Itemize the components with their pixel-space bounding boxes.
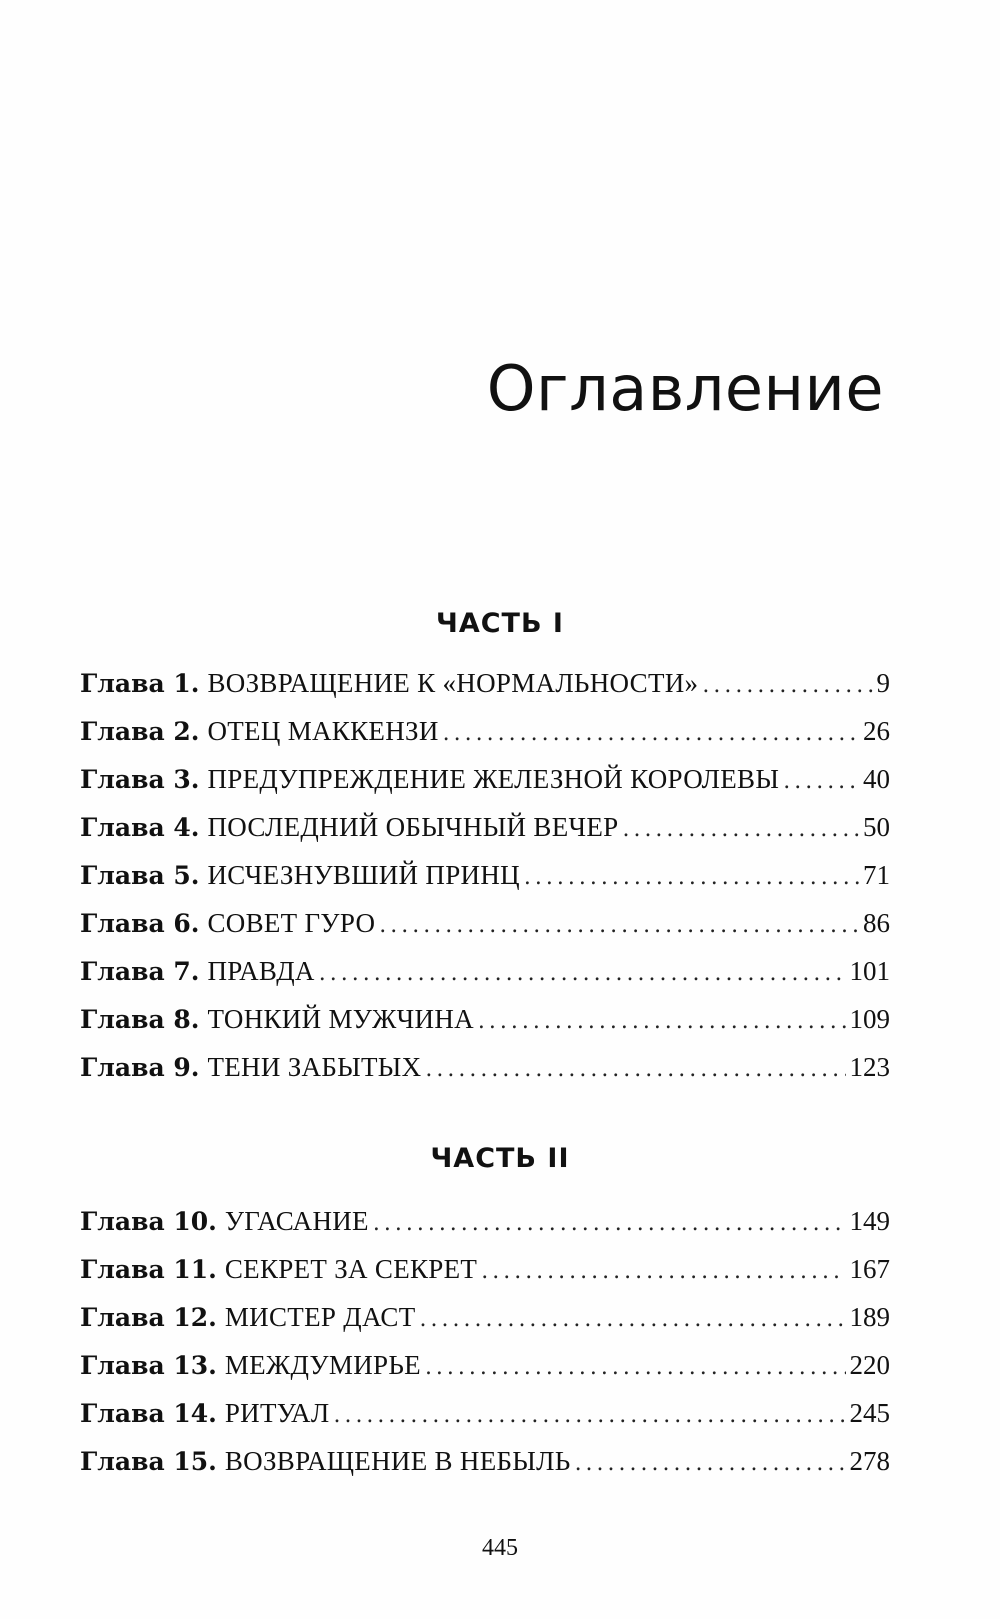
toc-list-part-1 — [80, 668, 890, 1100]
chapter-title: МЕЖДУМИРЬЕ — [224, 1350, 421, 1380]
toc-list-part-2 — [80, 1206, 890, 1494]
toc-entry — [80, 908, 890, 956]
dot-leader — [443, 721, 859, 746]
toc-entry — [80, 764, 890, 812]
chapter-title: ИСЧЕЗНУВШИЙ ПРИНЦ — [207, 860, 520, 890]
chapter-title: РИТУАЛ — [224, 1398, 330, 1428]
dot-leader — [575, 1451, 846, 1476]
chapter-label: Глава 9. — [80, 1053, 200, 1082]
toc-entry — [80, 1052, 890, 1100]
toc-entry — [80, 1206, 890, 1254]
chapter-page-number: 9 — [876, 668, 890, 698]
chapter-label: Глава 5. — [80, 861, 200, 890]
chapter-title: СОВЕТ ГУРО — [207, 908, 376, 938]
dot-leader — [783, 769, 859, 794]
chapter-page-number: 245 — [849, 1398, 890, 1428]
chapter-title: ПОСЛЕДНИЙ ОБЫЧНЫЙ ВЕЧЕР — [207, 812, 619, 842]
chapter-label: Глава 10. — [80, 1207, 217, 1236]
chapter-page-number: 50 — [863, 812, 890, 842]
toc-entry — [80, 1398, 890, 1446]
chapter-page-number: 40 — [863, 764, 890, 794]
chapter-label: Глава 8. — [80, 1005, 200, 1034]
part-1-heading: ЧАСТЬ I — [436, 608, 564, 639]
dot-leader — [622, 817, 859, 842]
toc-entry — [80, 860, 890, 908]
toc-entry — [80, 812, 890, 860]
chapter-title: ТОНКИЙ МУЖЧИНА — [207, 1004, 474, 1034]
chapter-label: Глава 12. — [80, 1303, 217, 1332]
chapter-page-number: 149 — [849, 1206, 890, 1236]
chapter-title: УГАСАНИЕ — [224, 1206, 369, 1236]
chapter-title: СЕКРЕТ ЗА СЕКРЕТ — [224, 1254, 478, 1284]
chapter-title: ВОЗВРАЩЕНИЕ К «НОРМАЛЬНОСТИ» — [207, 668, 699, 698]
chapter-label: Глава 14. — [80, 1399, 217, 1428]
dot-leader — [379, 913, 859, 938]
dot-leader — [319, 961, 846, 986]
chapter-page-number: 123 — [849, 1052, 890, 1082]
chapter-label: Глава 13. — [80, 1351, 217, 1380]
dot-leader — [524, 865, 859, 890]
toc-entry — [80, 668, 890, 716]
chapter-page-number: 220 — [849, 1350, 890, 1380]
chapter-page-number: 71 — [863, 860, 890, 890]
chapter-label: Глава 6. — [80, 909, 200, 938]
chapter-title: ОТЕЦ МАККЕНЗИ — [207, 716, 439, 746]
dot-leader — [702, 673, 872, 698]
chapter-title: ПРАВДА — [207, 956, 315, 986]
chapter-label: Глава 7. — [80, 957, 200, 986]
chapter-page-number: 101 — [849, 956, 890, 986]
dot-leader — [420, 1307, 846, 1332]
dot-leader — [425, 1057, 845, 1082]
chapter-page-number: 189 — [849, 1302, 890, 1332]
toc-entry — [80, 1004, 890, 1052]
toc-entry — [80, 716, 890, 764]
chapter-label: Глава 1. — [80, 669, 200, 698]
toc-entry — [80, 1350, 890, 1398]
chapter-label: Глава 3. — [80, 765, 200, 794]
toc-entry — [80, 1302, 890, 1350]
chapter-page-number: 278 — [849, 1446, 890, 1476]
page-title: Оглавление — [486, 352, 884, 425]
toc-entry — [80, 956, 890, 1004]
chapter-page-number: 26 — [863, 716, 890, 746]
toc-entry — [80, 1254, 890, 1302]
chapter-label: Глава 11. — [80, 1255, 217, 1284]
chapter-title: ТЕНИ ЗАБЫТЫХ — [207, 1052, 422, 1082]
page-number: 445 — [482, 1535, 518, 1561]
chapter-label: Глава 2. — [80, 717, 200, 746]
chapter-page-number: 86 — [863, 908, 890, 938]
chapter-title: ВОЗВРАЩЕНИЕ В НЕБЫЛЬ — [224, 1446, 571, 1476]
dot-leader — [478, 1009, 846, 1034]
chapter-label: Глава 4. — [80, 813, 200, 842]
dot-leader — [333, 1403, 845, 1428]
chapter-page-number: 167 — [849, 1254, 890, 1284]
chapter-title: МИСТЕР ДАСТ — [224, 1302, 416, 1332]
chapter-page-number: 109 — [849, 1004, 890, 1034]
part-2-heading: ЧАСТЬ II — [430, 1143, 570, 1174]
chapter-title: ПРЕДУПРЕЖДЕНИЕ ЖЕЛЕЗНОЙ КОРОЛЕВЫ — [207, 764, 780, 794]
dot-leader — [481, 1259, 845, 1284]
dot-leader — [425, 1355, 846, 1380]
dot-leader — [373, 1211, 846, 1236]
toc-entry — [80, 1446, 890, 1494]
chapter-label: Глава 15. — [80, 1447, 217, 1476]
